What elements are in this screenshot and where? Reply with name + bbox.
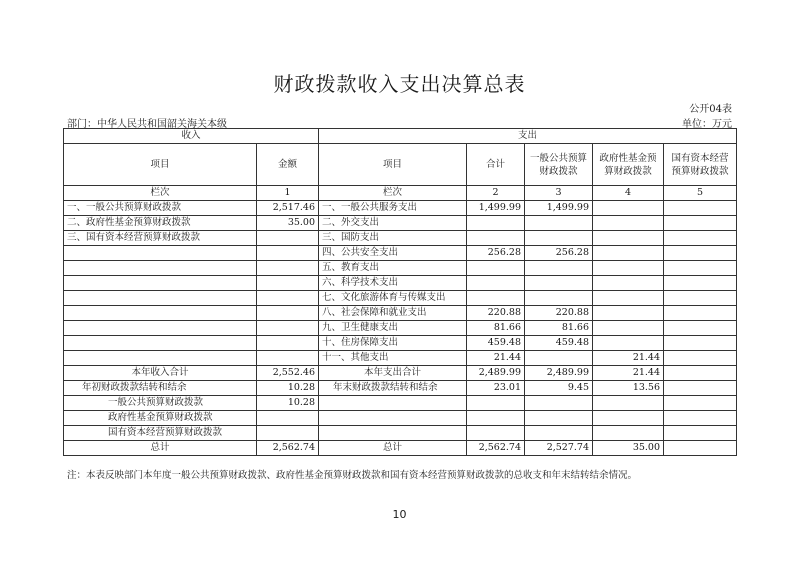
column-number-row (64, 186, 737, 201)
general-budget-header: 一般公共预算财政拨款 (525, 144, 593, 186)
state-capital-cell (664, 216, 737, 231)
expenditure-item-cell: 八、社会保障和就业支出 (319, 306, 467, 321)
total-cell: 1,499.99 (467, 201, 525, 216)
general-budget-cell (525, 231, 593, 246)
general-budget-cell (525, 216, 593, 231)
total-cell: 220.88 (467, 306, 525, 321)
expenditure-section-header: 支出 (319, 129, 737, 144)
column-number-5: 5 (664, 186, 737, 201)
fund-budget-cell (593, 201, 664, 216)
income-item-cell: 一般公共预算财政拨款 (64, 396, 257, 411)
state-capital-cell (664, 321, 737, 336)
income-item-cell (64, 306, 257, 321)
expenditure-item-cell: 五、教育支出 (319, 261, 467, 276)
income-amount-cell (257, 351, 319, 366)
income-item-cell: 总计 (64, 441, 257, 456)
general-budget-cell (525, 261, 593, 276)
fund-budget-cell (593, 276, 664, 291)
fund-budget-cell (593, 411, 664, 426)
expenditure-item-cell: 二、外交支出 (319, 216, 467, 231)
fund-budget-cell (593, 426, 664, 441)
total-cell (467, 426, 525, 441)
state-capital-cell (664, 396, 737, 411)
general-budget-cell: 1,499.99 (525, 201, 593, 216)
total-cell (467, 411, 525, 426)
general-budget-cell (525, 276, 593, 291)
expenditure-item-cell (319, 426, 467, 441)
income-item-cell (64, 291, 257, 306)
income-amount-cell (257, 321, 319, 336)
total-cell (467, 231, 525, 246)
income-amount-cell (257, 411, 319, 426)
general-budget-cell: 9.45 (525, 381, 593, 396)
expenditure-item-cell: 四、公共安全支出 (319, 246, 467, 261)
fund-budget-cell (593, 291, 664, 306)
income-amount-cell: 10.28 (257, 396, 319, 411)
footnote: 注：本表反映部门本年度一般公共预算财政拨款、政府性基金预算财政拨款和国有资本经营预算财政拨款的总收支和年末结转结余情况。 (67, 470, 638, 481)
expenditure-item-cell: 本年支出合计 (319, 366, 467, 381)
expenditure-item-cell: 总计 (319, 441, 467, 456)
income-item-cell (64, 321, 257, 336)
fund-budget-cell (593, 246, 664, 261)
state-capital-cell (664, 426, 737, 441)
income-amount-cell (257, 231, 319, 246)
state-capital-cell (664, 276, 737, 291)
fund-budget-cell (593, 231, 664, 246)
table-row (64, 276, 737, 291)
general-budget-cell (525, 411, 593, 426)
income-amount-cell (257, 261, 319, 276)
table-row (64, 306, 737, 321)
table-row (64, 411, 737, 426)
fund-budget-cell (593, 306, 664, 321)
budget-table (63, 128, 737, 456)
table-row (64, 231, 737, 246)
table-row (64, 381, 737, 396)
income-item-cell: 政府性基金预算财政拨款 (64, 411, 257, 426)
total-cell: 81.66 (467, 321, 525, 336)
state-capital-cell (664, 201, 737, 216)
total-cell: 256.28 (467, 246, 525, 261)
general-budget-cell: 81.66 (525, 321, 593, 336)
column-number-label: 栏次 (64, 186, 257, 201)
income-amount-cell (257, 426, 319, 441)
income-item-cell (64, 261, 257, 276)
income-amount-cell: 35.00 (257, 216, 319, 231)
expenditure-item-cell: 六、科学技术支出 (319, 276, 467, 291)
income-amount-cell (257, 276, 319, 291)
state-capital-cell (664, 441, 737, 456)
state-capital-cell (664, 231, 737, 246)
table-row (64, 366, 737, 381)
expenditure-item-cell (319, 396, 467, 411)
fund-budget-cell (593, 396, 664, 411)
total-cell: 2,562.74 (467, 441, 525, 456)
total-cell (467, 396, 525, 411)
table-code: 公开04表 (689, 104, 732, 115)
income-item-cell: 年初财政拨款结转和结余 (64, 381, 257, 396)
expenditure-item-cell: 年末财政拨款结转和结余 (319, 381, 467, 396)
total-cell: 23.01 (467, 381, 525, 396)
column-number-4: 4 (593, 186, 664, 201)
income-item-cell: 一、一般公共预算财政拨款 (64, 201, 257, 216)
income-amount-cell (257, 336, 319, 351)
state-capital-cell (664, 381, 737, 396)
general-budget-cell: 459.48 (525, 336, 593, 351)
expenditure-item-cell: 三、国防支出 (319, 231, 467, 246)
fund-budget-cell: 35.00 (593, 441, 664, 456)
income-item-cell: 三、国有资本经营预算财政拨款 (64, 231, 257, 246)
table-row (64, 261, 737, 276)
table-row (64, 351, 737, 366)
total-cell: 21.44 (467, 351, 525, 366)
income-amount-cell: 10.28 (257, 381, 319, 396)
income-item-cell: 国有资本经营预算财政拨款 (64, 426, 257, 441)
income-item-cell (64, 351, 257, 366)
state-capital-cell (664, 306, 737, 321)
table-row (64, 321, 737, 336)
fund-budget-cell: 21.44 (593, 351, 664, 366)
state-capital-cell (664, 351, 737, 366)
general-budget-cell: 2,527.74 (525, 441, 593, 456)
table-row (64, 426, 737, 441)
state-capital-header: 国有资本经营预算财政拨款 (664, 144, 737, 186)
general-budget-cell (525, 291, 593, 306)
state-capital-cell (664, 291, 737, 306)
column-number-2: 2 (467, 186, 525, 201)
fund-budget-cell: 13.56 (593, 381, 664, 396)
expenditure-item-cell (319, 411, 467, 426)
total-cell (467, 216, 525, 231)
general-budget-cell: 2,489.99 (525, 366, 593, 381)
page-number: 10 (392, 508, 407, 521)
total-cell: 459.48 (467, 336, 525, 351)
total-cell (467, 276, 525, 291)
expenditure-item-cell: 十、住房保障支出 (319, 336, 467, 351)
table-row (64, 396, 737, 411)
income-amount-cell (257, 246, 319, 261)
table-row (64, 201, 737, 216)
income-amount-cell: 2,562.74 (257, 441, 319, 456)
total-header: 合计 (467, 144, 525, 186)
fund-budget-cell: 21.44 (593, 366, 664, 381)
general-budget-cell (525, 351, 593, 366)
table-row (64, 216, 737, 231)
general-budget-cell (525, 396, 593, 411)
department-label: 部门：中华人民共和国韶关海关本级 (67, 119, 227, 130)
column-number-label-exp: 栏次 (319, 186, 467, 201)
document-title: 财政拨款收入支出决算总表 (273, 72, 526, 96)
fund-budget-cell (593, 216, 664, 231)
expenditure-item-header: 项目 (319, 144, 467, 186)
fund-budget-cell (593, 336, 664, 351)
column-header-row (64, 144, 737, 186)
state-capital-cell (664, 261, 737, 276)
expenditure-item-cell: 七、文化旅游体育与传媒支出 (319, 291, 467, 306)
state-capital-cell (664, 411, 737, 426)
state-capital-cell (664, 366, 737, 381)
total-cell: 2,489.99 (467, 366, 525, 381)
section-header-row (64, 129, 737, 144)
expenditure-item-cell: 一、一般公共服务支出 (319, 201, 467, 216)
expenditure-item-cell: 九、卫生健康支出 (319, 321, 467, 336)
table-row (64, 336, 737, 351)
state-capital-cell (664, 246, 737, 261)
fund-budget-cell (593, 321, 664, 336)
income-item-cell: 本年收入合计 (64, 366, 257, 381)
income-item-cell (64, 336, 257, 351)
state-capital-cell (664, 336, 737, 351)
income-item-cell (64, 246, 257, 261)
general-budget-cell: 220.88 (525, 306, 593, 321)
fund-budget-cell (593, 261, 664, 276)
total-cell (467, 291, 525, 306)
general-budget-cell: 256.28 (525, 246, 593, 261)
income-item-header: 项目 (64, 144, 257, 186)
total-cell (467, 261, 525, 276)
income-item-cell (64, 276, 257, 291)
income-amount-cell (257, 291, 319, 306)
income-amount-header: 金额 (257, 144, 319, 186)
fund-budget-header: 政府性基金预算财政拨款 (593, 144, 664, 186)
income-amount-cell (257, 306, 319, 321)
income-amount-cell: 2,517.46 (257, 201, 319, 216)
income-item-cell: 二、政府性基金预算财政拨款 (64, 216, 257, 231)
expenditure-item-cell: 十一、其他支出 (319, 351, 467, 366)
table-row (64, 291, 737, 306)
column-number-3: 3 (525, 186, 593, 201)
general-budget-cell (525, 426, 593, 441)
income-amount-cell: 2,552.46 (257, 366, 319, 381)
income-section-header: 收入 (64, 129, 319, 144)
table-row (64, 246, 737, 261)
unit-label: 单位：万元 (682, 119, 732, 130)
column-number-1: 1 (257, 186, 319, 201)
table-row (64, 441, 737, 456)
